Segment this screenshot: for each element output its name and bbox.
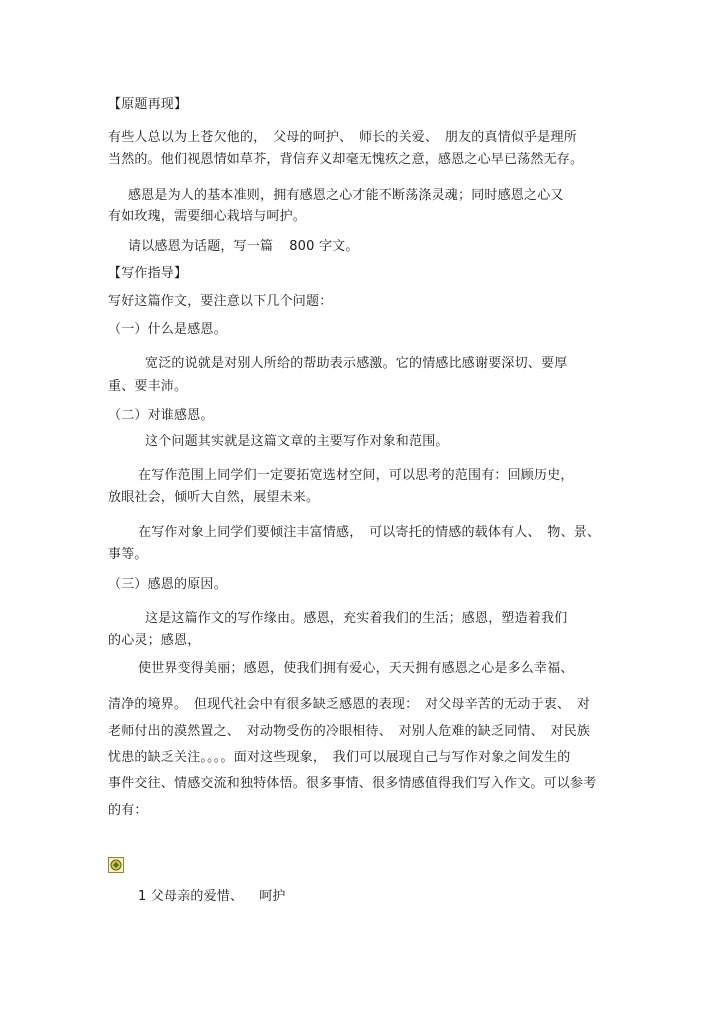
embedded-object-icon	[108, 857, 124, 873]
paragraph-line: 重、要丰沛。	[108, 379, 188, 394]
paragraph-line: 在写作对象上同学们要倾注丰富情感， 可以寄托的情感的载体有人、 物、景、	[138, 525, 601, 540]
paragraph-line: 在写作范围上同学们一定要拓宽选材空间，可以思考的范围有：回顾历史，	[138, 468, 574, 483]
paragraph-line: 清净的境界。 但现代社会中有很多缺乏感恩的表现： 对父母辛苦的无动于衷、 对	[108, 697, 591, 712]
paragraph-line: 忧患的缺乏关注。。。。面对这些现象， 我们可以展现自己与写作对象之间发生的	[108, 750, 571, 765]
list-item-text: 1 父母亲的爱惜、	[138, 889, 244, 904]
paragraph-line: 事等。	[108, 547, 148, 562]
subheading-what-is-gratitude: （一）什么是感恩。	[108, 322, 227, 337]
paragraph-line: 当然的。他们视恩情如草芥，背信弃义却毫无愧疚之意，感恩之心早已荡然无存。	[108, 152, 584, 167]
section-title-original-question: 【原题再现】	[108, 97, 188, 112]
writing-prompt	[128, 238, 359, 256]
section-title-writing-guide: 【写作指导】	[108, 266, 188, 281]
paragraph-line: 有些人总以为上苍欠他的， 父母的呵护、 师长的关爱、 朋友的真情似乎是理所	[108, 130, 577, 145]
paragraph-line: 事件交往、情感交流和独特体悟。很多事情、很多情感值得我们写入作文。可以参考	[108, 776, 597, 791]
paragraph-line: 放眼社会，倾听大自然，展望未来。	[108, 490, 320, 505]
paragraph-line: 的心灵；感恩，	[108, 633, 201, 648]
subheading-reasons: （三）感恩的原因。	[108, 577, 227, 592]
list-item-text: 呵护	[259, 889, 286, 904]
paragraph-line: 宽泛的说就是对别人所给的帮助表示感激。它的情感比感谢要深切、要厚	[145, 356, 568, 371]
paragraph-line: 这个问题其实就是这篇文章的主要写作对象和范围。	[145, 434, 449, 449]
paragraph-line: 这是这篇作文的写作缘由。感恩，充实着我们的生活；感恩，塑造着我们	[145, 611, 568, 626]
paragraph-line: 使世界变得美丽；感恩，使我们拥有爱心，天天拥有感恩之心是多么幸福、	[138, 661, 574, 676]
guide-intro: 写好这篇作文，要注意以下几个问题：	[108, 294, 333, 309]
prompt-text: 请以感恩为话题，写一篇	[128, 239, 274, 254]
paragraph-line: 老师付出的漠然置之、 对动物受伤的冷眼相待、 对别人危难的缺乏同情、 对民族	[108, 724, 591, 739]
paragraph-line: 的有：	[108, 803, 148, 818]
word-count: 800 字文。	[289, 239, 359, 254]
paragraph-line: 感恩是为人的基本准则，拥有感恩之心才能不断荡涤灵魂；同时感恩之心又	[128, 188, 564, 203]
list-item	[138, 888, 286, 906]
subheading-whom-to-thank: （二）对谁感恩。	[108, 408, 214, 423]
paragraph-line: 有如玫瑰，需要细心栽培与呵护。	[108, 209, 307, 224]
